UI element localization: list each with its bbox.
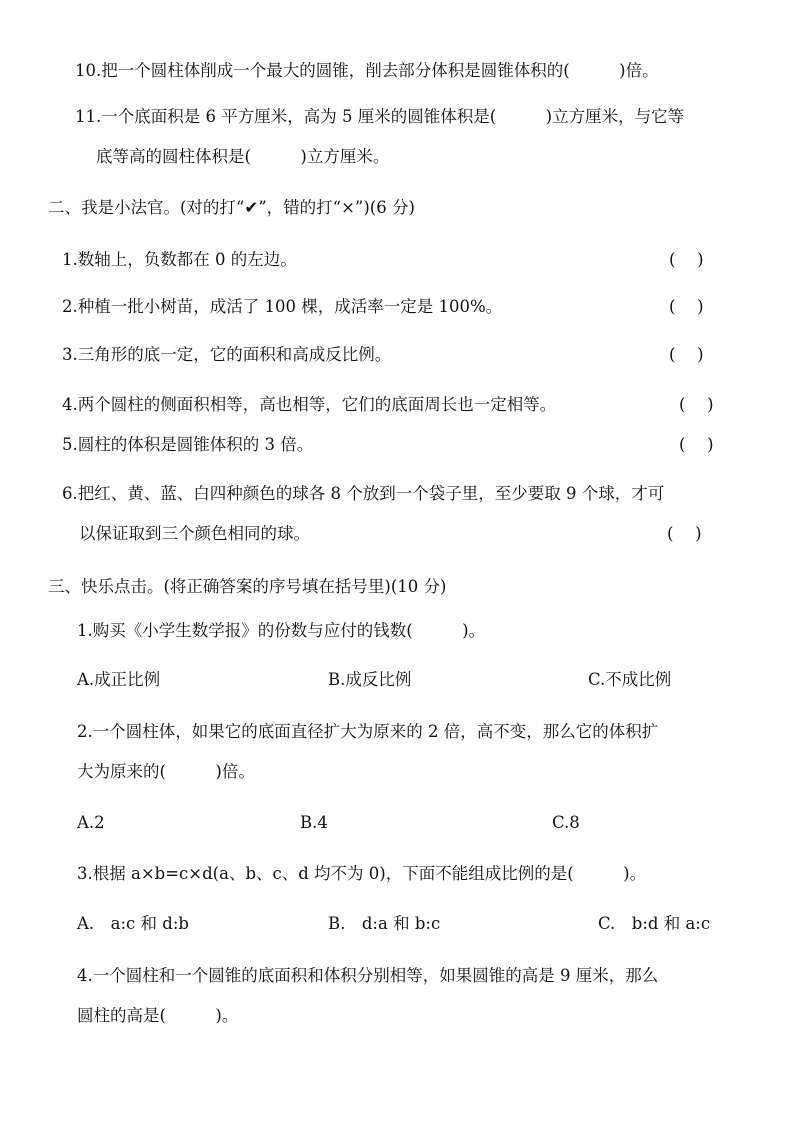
judge-item-1-answer[interactable]: ( ) [669, 250, 704, 269]
choice-3-option-b: B. d:a 和 b:c [328, 914, 441, 933]
judge-item-6-line-2: 以保证取到三个颜色相同的球。 [79, 524, 310, 543]
choice-2-option-c: C.8 [552, 813, 580, 832]
section-2-heading: 二、我是小法官。(对的打“✔”，错的打“×”)(6 分) [48, 198, 415, 217]
question-11-line-1: 11.一个底面积是 6 平方厘米，高为 5 厘米的圆锥体积是( )立方厘米，与它等 [75, 107, 685, 126]
judge-item-2: 2.种植一批小树苗，成活了 100 棵，成活率一定是 100%。 [62, 297, 503, 316]
judge-item-3: 3.三角形的底一定，它的面积和高成反比例。 [62, 345, 392, 364]
judge-item-2-answer[interactable]: ( ) [669, 297, 704, 316]
judge-item-6-line-1: 6.把红、黄、蓝、白四种颜色的球各 8 个放到一个袋子里，至少要取 9 个球，才可 [62, 484, 665, 503]
choice-2-option-b: B.4 [300, 813, 328, 832]
choice-question-3: 3.根据 a×b=c×d(a、b、c、d 均不为 0)，下面不能组成比例的是( )。 [77, 864, 647, 883]
judge-item-4: 4.两个圆柱的侧面积相等，高也相等，它们的底面周长也一定相等。 [62, 395, 557, 414]
choice-2-option-a: A.2 [77, 813, 105, 832]
judge-item-3-answer[interactable]: ( ) [669, 345, 704, 364]
question-11-line-2: 底等高的圆柱体积是( )立方厘米。 [96, 147, 390, 166]
judge-item-5-answer[interactable]: ( ) [679, 435, 714, 454]
choice-question-1: 1.购买《小学生数学报》的份数与应付的钱数( )。 [77, 621, 486, 640]
choice-question-2-line-2: 大为原来的( )倍。 [77, 762, 255, 781]
choice-1-option-b: B.成反比例 [328, 670, 412, 689]
choice-1-option-a: A.成正比例 [77, 670, 161, 689]
choice-3-option-a: A. a:c 和 d:b [77, 914, 189, 933]
question-10: 10.把一个圆柱体削成一个最大的圆锥，削去部分体积是圆锥体积的( )倍。 [75, 61, 659, 80]
judge-item-5: 5.圆柱的体积是圆锥体积的 3 倍。 [62, 435, 314, 454]
choice-question-4-line-2: 圆柱的高是( )。 [77, 1006, 239, 1025]
choice-question-4-line-1: 4.一个圆柱和一个圆锥的底面积和体积分别相等，如果圆锥的高是 9 厘米，那么 [77, 966, 659, 985]
section-3-heading: 三、快乐点击。(将正确答案的序号填在括号里)(10 分) [48, 577, 447, 596]
judge-item-4-answer[interactable]: ( ) [679, 395, 714, 414]
judge-item-6-answer[interactable]: ( ) [667, 524, 702, 543]
choice-question-2-line-1: 2.一个圆柱体，如果它的底面直径扩大为原来的 2 倍，高不变，那么它的体积扩 [77, 722, 659, 741]
judge-item-1: 1.数轴上，负数都在 0 的左边。 [62, 250, 297, 269]
choice-3-option-c: C. b:d 和 a:c [598, 914, 711, 933]
choice-1-option-c: C.不成比例 [588, 670, 672, 689]
